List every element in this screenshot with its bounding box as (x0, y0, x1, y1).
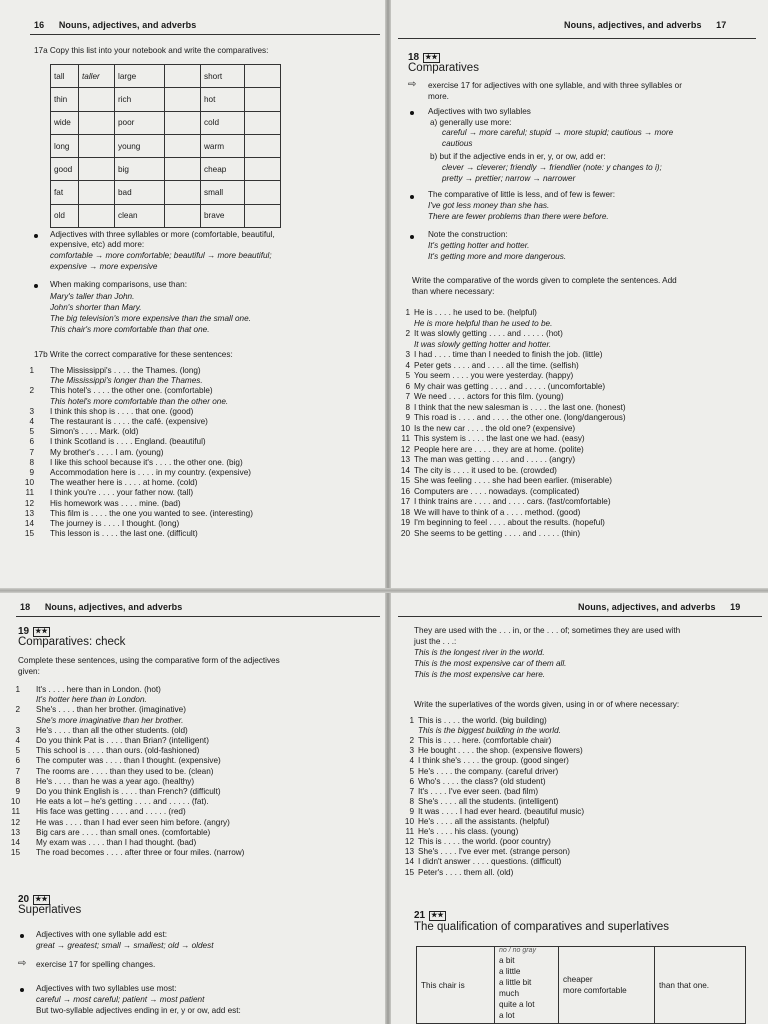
item-number: 11 (11, 807, 20, 817)
note-line: There are fewer problems than there were before. (428, 212, 609, 221)
header-rule (30, 34, 380, 35)
item-text: He's . . . . his class. (young) (418, 827, 519, 837)
note-three-syllables-2: expensive, etc) add more: (50, 240, 145, 249)
item-text: I like this school because it's . . . . the other one. (big) (50, 457, 243, 467)
item-number: 5 (409, 766, 414, 776)
item-model-answer: This is the biggest building in the world. (418, 726, 561, 736)
qualifier-option: much (499, 989, 520, 998)
running-header-title: Nouns, adjectives, and adverbs (44, 602, 183, 612)
item-text: Big cars are . . . . than small ones. (comfortable) (36, 827, 211, 837)
note-than-4: The big television's more expensive than the small one. (50, 314, 251, 323)
page-number: 16 (34, 20, 45, 30)
exercise-18-title: Comparatives (408, 62, 479, 74)
comparative-cell (165, 134, 201, 157)
table-row (51, 111, 281, 134)
note-line: Adjectives with two syllables (428, 107, 531, 116)
item-text: He is . . . . he used to be. (helpful) (414, 308, 537, 317)
bullet (410, 111, 414, 115)
comparative-cell (165, 111, 201, 134)
item-text: She's . . . . all the students. (intelligent) (418, 796, 559, 806)
item-number: 7 (29, 447, 34, 457)
difficulty-stars: ★★ (35, 628, 48, 635)
item-text: I think this shop is . . . . that one. (good) (50, 406, 194, 416)
bullet (20, 988, 24, 992)
item-number: 15 (10, 848, 20, 858)
exercise-18-number: 18 ★★ (408, 52, 438, 63)
header-rule (398, 38, 756, 39)
note-line: Adjectives with two syllables use most: (36, 984, 177, 993)
item-number: 13 (24, 508, 34, 518)
item-text: My brother's . . . . I am. (young) (50, 447, 164, 457)
adjective-cell: rich (115, 88, 165, 111)
comparative-cell (165, 65, 201, 88)
item-text: The city is . . . . it used to be. (crowded) (414, 465, 557, 475)
bullet (410, 235, 414, 239)
intro-line: This is the longest river in the world. (414, 648, 545, 657)
note-than-2: Mary's taller than John. (50, 292, 135, 301)
note-line: a) generally use more: (430, 118, 512, 127)
item-number: 16 (400, 486, 410, 496)
item-number: 20 (400, 528, 410, 538)
exercise-18-instruction: Write the comparative of the words given to complete the sentences. Add (412, 276, 677, 285)
comparative-cell (79, 158, 115, 181)
item-number: 14 (10, 838, 20, 847)
comparative-cell (165, 158, 201, 181)
adjective-cell: old (51, 204, 79, 227)
table-ending: than that one. (655, 947, 746, 1024)
table-row (51, 134, 281, 157)
item-text: Simon's . . . . Mark. (old) (50, 427, 139, 437)
item-text: Do you think Pat is . . . . than Brian? (intelligent) (36, 736, 209, 745)
note-than-3: John's shorter than Mary. (50, 303, 142, 312)
item-number: 15 (24, 529, 34, 539)
note-line: pretty → prettier; narrow → narrower (442, 174, 576, 183)
item-number: 8 (29, 457, 34, 467)
item-text: It's . . . . here than in London. (hot) (36, 685, 161, 694)
page-number: 17 (716, 20, 727, 30)
item-text: This hotel's . . . . the other one. (comfortable) (50, 386, 213, 396)
book-spine-shadow (385, 0, 391, 1024)
bullet (410, 195, 414, 199)
item-number: 6 (409, 776, 414, 786)
item-number: 6 (15, 756, 20, 766)
item-text: My chair was getting . . . . and . . . . . (uncomfortable) (414, 381, 606, 391)
item-text: This system is . . . . the last one we had. (easy) (414, 434, 585, 443)
item-number: 5 (405, 371, 410, 380)
note-three-syllables-1: Adjectives with three syllables or more (comfortable, beautiful, (50, 230, 275, 239)
adjective-cell: wide (51, 111, 79, 134)
bullet (34, 234, 38, 238)
item-number: 13 (404, 847, 414, 857)
item-number: 13 (10, 827, 20, 837)
item-text: I had . . . . time than I needed to finish the job. (little) (414, 350, 603, 359)
adjective-cell: bad (115, 181, 165, 204)
item-number: 9 (15, 787, 20, 796)
page-19 (392, 592, 768, 1024)
adjective-cell: big (115, 158, 165, 181)
item-text: Accommodation here is . . . . in my country. (expensive) (50, 468, 251, 477)
item-number: 17 (400, 497, 410, 506)
comparative-cell (245, 181, 281, 204)
running-header (564, 20, 726, 30)
item-text: Is the new car . . . . the old one? (expensive) (414, 423, 576, 433)
exercise-20-title: Superlatives (18, 904, 82, 916)
header-rule (398, 616, 762, 617)
item-number: 15 (404, 867, 414, 877)
item-text: She's . . . . I've ever met. (strange person) (418, 847, 570, 857)
adjective-cell: fat (51, 181, 79, 204)
exercise-20-reference: exercise 17 for spelling changes. (36, 960, 156, 969)
comparative-cell (79, 111, 115, 134)
item-number: 6 (405, 381, 410, 391)
adjective-cell: cheap (201, 158, 245, 181)
item-number: 11 (405, 827, 414, 837)
header-rule (16, 616, 380, 617)
item-model-answer: It was slowly getting hotter and hotter. (414, 339, 552, 349)
item-number: 1 (29, 366, 34, 375)
item-text: The man was getting . . . . and . . . . . (angry) (414, 455, 576, 464)
difficulty-stars: ★★ (35, 896, 48, 903)
note-line: great → greatest; small → smallest; old → oldest (36, 941, 214, 950)
note-line: clever → cleverer; friendly → friendlier (note: y changes to i); (442, 163, 662, 172)
comparative-cell (165, 204, 201, 227)
comparative-cell (79, 204, 115, 227)
comparative-cell (165, 88, 201, 111)
item-text: The weather here is . . . . at home. (cold) (50, 478, 198, 488)
item-number: 8 (15, 776, 20, 786)
intro-line: This is the most expensive car of them all. (414, 659, 567, 668)
item-text: It was . . . . I had ever heard. (beautiful music) (418, 806, 585, 816)
note-line: But two-syllable adjectives ending in er, y or ow, add est: (36, 1006, 241, 1015)
item-text: Computers are . . . . nowadays. (complicated) (414, 486, 580, 496)
item-text: I think Scotland is . . . . England. (beautiful) (50, 437, 206, 447)
item-text: I didn't answer . . . . questions. (difficult) (418, 857, 562, 867)
adjective-list (563, 974, 650, 996)
item-number: 13 (400, 455, 410, 464)
item-number: 4 (15, 736, 20, 745)
item-number: 2 (15, 705, 20, 715)
item-number: 10 (10, 797, 20, 807)
item-model-answer: It's hotter here than in London. (36, 695, 147, 705)
running-header (578, 602, 740, 612)
item-number: 12 (10, 817, 20, 827)
qualifier-option: a little bit (499, 978, 532, 987)
item-number: 3 (15, 725, 20, 735)
item-model-answer: The Mississippi's longer than the Thames. (50, 376, 203, 386)
table-subject: This chair is (417, 947, 495, 1024)
item-number: 11 (25, 488, 34, 498)
exercise-19-title: Comparatives: check (18, 636, 126, 648)
item-number: 2 (405, 329, 410, 338)
item-number: 8 (409, 796, 414, 806)
item-number: 5 (29, 427, 34, 437)
item-text: You seem . . . . you were yesterday. (happy) (414, 371, 574, 380)
item-number: 9 (29, 468, 34, 477)
comparative-cell: taller (79, 65, 115, 88)
cross-reference-arrow-icon: ⇨ (408, 79, 417, 90)
item-text: He was . . . . than I had ever seen him before. (angry) (36, 817, 230, 827)
note-line: Adjectives with one syllable add est: (36, 930, 168, 939)
item-text: This lesson is . . . . the last one. (difficult) (50, 529, 198, 539)
note-line: I've got less money than she has. (428, 201, 550, 210)
item-text: Do you think English is . . . . than French? (difficult) (36, 787, 221, 796)
superlatives-instruction: Write the superlatives of the words given, using in or of where necessary: (414, 700, 680, 709)
item-text: I think trains are . . . . and . . . . cars. (fast/comfortable) (414, 497, 611, 506)
item-text: We need . . . . actors for this film. (young) (414, 392, 564, 401)
item-number: 10 (24, 478, 34, 488)
note-line: careful → most careful; patient → most patient (36, 995, 205, 1004)
adjective-cell: cold (201, 111, 245, 134)
item-number: 3 (29, 406, 34, 416)
table-row (51, 204, 281, 227)
adjective-cell: tall (51, 65, 79, 88)
item-text: This is . . . . the world. (poor country) (418, 837, 551, 847)
item-number: 14 (400, 465, 410, 475)
item-text: This is . . . . the world. (big building) (418, 716, 547, 725)
item-text: He bought . . . . the shop. (expensive flowers) (418, 746, 583, 756)
adjective-cell: warm (201, 134, 245, 157)
note-line: It's getting more and more dangerous. (428, 252, 567, 261)
note-line: The comparative of little is less, and of few is fewer: (428, 190, 616, 199)
cross-reference-arrow-icon: ⇨ (18, 958, 27, 969)
adjective-cell: large (115, 65, 165, 88)
difficulty-stars: ★★ (431, 912, 444, 919)
difficulty-stars: ★★ (425, 54, 438, 61)
adjective-cell: poor (115, 111, 165, 134)
item-text: It was slowly getting . . . . and . . . . . (hot) (414, 329, 563, 338)
running-header (20, 602, 182, 612)
item-text: I think that the new salesman is . . . . the last one. (honest) (414, 402, 626, 412)
item-text: I'm beginning to feel . . . . about the results. (hopeful) (414, 518, 605, 527)
exercise-18-instruction-2: than where necessary: (412, 287, 495, 296)
item-number: 15 (400, 476, 410, 485)
exercise-19-number: 19 ★★ (18, 626, 48, 637)
item-number: 12 (404, 837, 414, 847)
exercise-19-instruction: Complete these sentences, using the comparative form of the adjectives (18, 656, 280, 665)
item-text: The journey is . . . . I thought. (long) (50, 519, 180, 528)
item-text: This is . . . . here. (comfortable chair) (418, 736, 552, 746)
adjective-option: more comfortable (563, 986, 627, 995)
note-line: cautious (442, 139, 473, 148)
item-number: 14 (404, 857, 414, 867)
scan-page-gap (0, 588, 768, 593)
table-row (51, 65, 281, 88)
item-number: 1 (409, 716, 414, 725)
item-number: 14 (24, 519, 34, 528)
adjective-cell: good (51, 158, 79, 181)
item-text: He's . . . . than all the other students. (old) (36, 725, 188, 735)
exercise-18-reference-2: more. (428, 92, 449, 101)
exercise-18-reference: exercise 17 for adjectives with one syllable, and with three syllables or (428, 81, 682, 90)
running-header-title: Nouns, adjectives, and adverbs (564, 20, 702, 30)
adjective-cell: short (201, 65, 245, 88)
item-number: 3 (409, 746, 414, 756)
page-18 (0, 592, 384, 1024)
item-number: 10 (400, 423, 410, 433)
comparative-cell (245, 158, 281, 181)
item-number: 4 (29, 417, 34, 426)
item-text: It's . . . . I've ever seen. (bad film) (418, 786, 539, 796)
item-model-answer: This hotel's more comfortable than the other one. (50, 396, 229, 406)
item-text: She's . . . . than her brother. (imaginative) (36, 705, 186, 715)
item-number: 19 (400, 518, 410, 527)
running-header-title: Nouns, adjectives, and adverbs (578, 602, 716, 612)
item-text: The rooms are . . . . than they used to be. (clean) (36, 766, 214, 776)
table-row (51, 181, 281, 204)
item-text: His face was getting . . . . and . . . . . (red) (36, 807, 186, 817)
item-model-answer: He is more helpful than he used to be. (414, 318, 553, 328)
comparative-cell (245, 65, 281, 88)
adjective-cell: brave (201, 204, 245, 227)
comparative-cell (79, 134, 115, 157)
item-number: 4 (409, 756, 414, 766)
table-qualifiers (495, 947, 559, 1024)
intro-line: just the . . .: (414, 637, 457, 646)
item-number: 1 (15, 685, 20, 694)
exercise-17a-heading: 17a Copy this list into your notebook and write the comparatives: (34, 46, 269, 55)
handwritten-note: no / no gray (499, 947, 536, 954)
qualifier-option: a lot (499, 1011, 515, 1020)
item-text: The Mississippi's . . . . the Thames. (long) (50, 366, 201, 375)
item-number: 10 (404, 817, 414, 826)
exercise-17b-heading: 17b Write the correct comparative for these sentences: (34, 350, 233, 359)
item-number: 9 (409, 806, 414, 816)
item-number: 12 (24, 498, 34, 508)
item-text: He's . . . . the company. (careful driver) (418, 766, 559, 776)
exercise-21-number: 21 ★★ (414, 910, 444, 921)
note-than-5: This chair's more comfortable than that one. (50, 325, 210, 334)
comparative-cell (245, 134, 281, 157)
item-text: She was feeling . . . . she had been earlier. (miserable) (414, 476, 612, 485)
item-text: This film is . . . . the one you wanted to see. (interesting) (50, 508, 253, 518)
bullet (20, 934, 24, 938)
comparative-cell (245, 88, 281, 111)
qualifier-list (499, 955, 554, 1021)
exercise-19-instruction-2: given: (18, 667, 40, 676)
item-number: 3 (405, 350, 410, 359)
item-text: He's . . . . than he was a year ago. (healthy) (36, 776, 195, 786)
note-line: It's getting hotter and hotter. (428, 241, 530, 250)
item-number: 1 (405, 308, 410, 317)
comparative-cell (165, 181, 201, 204)
qualification-table (416, 946, 746, 1024)
note-line: Note the construction: (428, 230, 508, 239)
item-text: This road is . . . . and . . . . the other one. (long/dangerous) (414, 413, 626, 422)
item-text: I think you're . . . . your father now. (tall) (50, 488, 194, 498)
qualifier-option: a bit (499, 956, 515, 965)
qualifier-option: quite a lot (499, 1000, 535, 1009)
item-text: Peter's . . . . them all. (old) (418, 867, 514, 877)
adjective-cell: long (51, 134, 79, 157)
item-text: Who's . . . . the class? (old student) (418, 776, 546, 786)
item-number: 8 (405, 402, 410, 412)
running-header (34, 20, 196, 30)
page-number: 18 (20, 602, 31, 612)
item-number: 4 (405, 360, 410, 370)
exercise-20-number: 20 ★★ (18, 894, 48, 905)
running-header-title: Nouns, adjectives, and adverbs (58, 20, 197, 30)
item-text: She seems to be getting . . . . and . . . . . (thin) (414, 528, 581, 538)
adjective-cell: small (201, 181, 245, 204)
page-number: 19 (730, 602, 741, 612)
adjectives-table (50, 64, 281, 228)
comparative-cell (79, 181, 115, 204)
item-number: 7 (405, 392, 410, 401)
note-line: b) but if the adjective ends in er, y, or ow, add er: (430, 152, 606, 161)
qualifier-option: a little (499, 967, 521, 976)
item-number: 5 (15, 746, 20, 756)
note-line: careful → more careful; stupid → more stupid; cautious → more (442, 128, 674, 137)
item-text: Peter gets . . . . and . . . . all the time. (selfish) (414, 360, 579, 370)
comparative-cell (245, 111, 281, 134)
item-text: His homework was . . . . mine. (bad) (50, 498, 181, 508)
comparative-cell (79, 88, 115, 111)
exercise-21-title: The qualification of comparatives and superlatives (414, 921, 670, 933)
table-row (51, 88, 281, 111)
intro-line: This is the most expensive car here. (414, 670, 546, 679)
note-three-syllables-4: expensive → more expensive (50, 262, 158, 271)
item-number: 6 (29, 437, 34, 447)
item-text: My exam was . . . . than I had thought. (bad) (36, 838, 197, 847)
table-adjectives (559, 947, 655, 1024)
item-text: The computer was . . . . than I thought. (expensive) (36, 756, 221, 766)
item-text: The road becomes . . . . after three or four miles. (narrow) (36, 848, 245, 858)
adjective-cell: clean (115, 204, 165, 227)
bullet (34, 284, 38, 288)
item-number: 7 (15, 766, 20, 776)
item-text: I think she's . . . . the group. (good singer) (418, 756, 569, 766)
note-three-syllables-3: comfortable → more comfortable; beautiful → more beautiful; (50, 251, 272, 260)
item-number: 18 (400, 507, 410, 517)
item-text: We will have to think of a . . . . method. (good) (414, 507, 581, 517)
adjective-cell: young (115, 134, 165, 157)
adjective-cell: hot (201, 88, 245, 111)
adjective-option: cheaper (563, 975, 593, 984)
item-number: 2 (409, 736, 414, 746)
page-17 (392, 0, 768, 590)
item-text: This school is . . . . than ours. (old-fashioned) (36, 746, 200, 756)
note-than-1: When making comparisons, use than: (50, 280, 187, 289)
item-text: The restaurant is . . . . the café. (expensive) (50, 417, 208, 426)
item-model-answer: She's more imaginative than her brother. (36, 715, 184, 725)
item-number: 9 (405, 413, 410, 422)
item-text: He's . . . . all the assistants. (helpful) (418, 817, 550, 826)
item-number: 2 (29, 386, 34, 396)
page-16 (0, 0, 384, 590)
item-number: 12 (400, 444, 410, 454)
comparative-cell (245, 204, 281, 227)
item-number: 11 (401, 434, 410, 443)
item-text: He eats a lot – he's getting . . . . and . . . . . (fat). (36, 797, 209, 807)
item-number: 7 (409, 786, 414, 796)
adjective-cell: thin (51, 88, 79, 111)
item-text: People here are . . . . they are at home. (polite) (414, 444, 584, 454)
table-row (51, 158, 281, 181)
intro-line: They are used with the . . . in, or the . . . of; sometimes they are used with (414, 626, 681, 635)
